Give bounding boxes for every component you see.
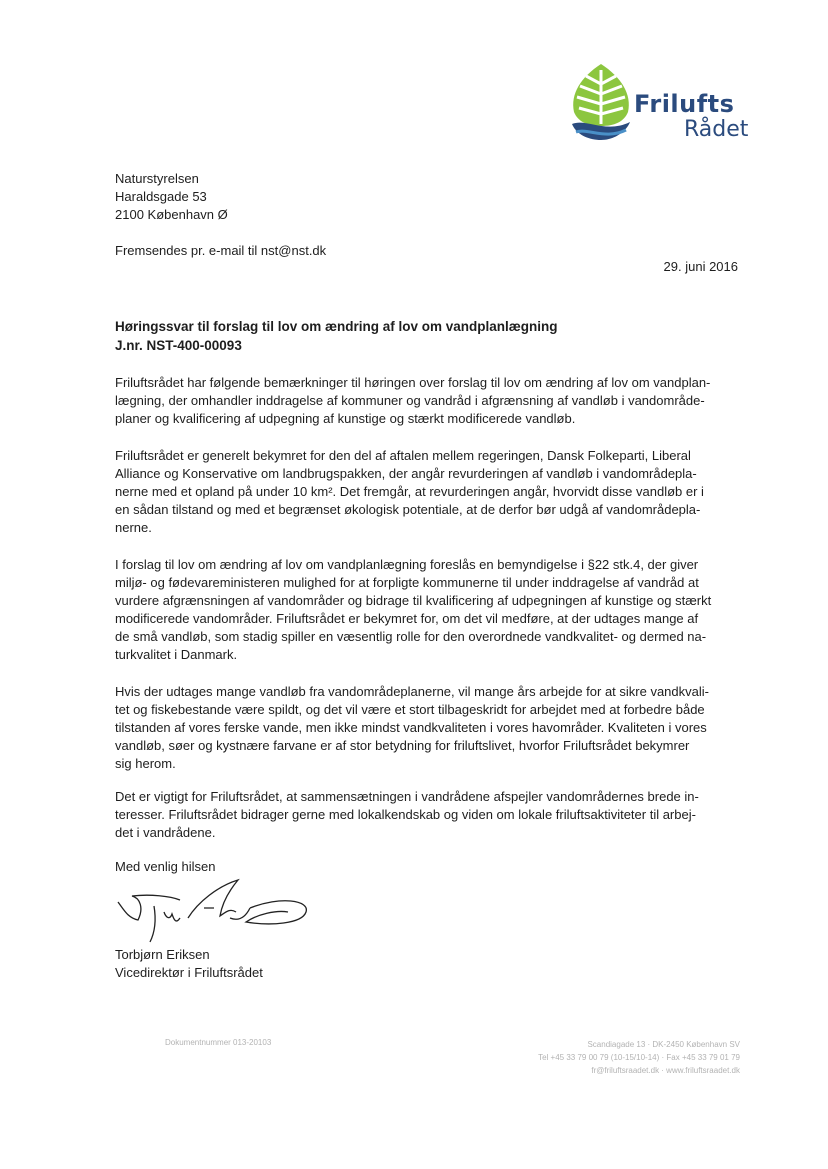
paragraph-line: sig herom. (115, 756, 176, 771)
paragraph-line: teresser. Friluftsrådet bidrager gerne med lokalkendskab og viden om lokale friluftsaktiviteter til arbej- (115, 807, 696, 822)
paragraph-line: modificerede vandområder. Friluftsrådet er bekymret for, om det vil medføre, at der udtages mange af (115, 611, 699, 626)
paragraph-line: turkvalitet i Danmark. (115, 647, 238, 662)
document-number: Dokumentnummer 013-20103 (165, 1038, 272, 1047)
paragraph-5 (115, 788, 699, 842)
closing-greeting: Med venlig hilsen (115, 859, 216, 874)
recipient-address (115, 170, 228, 224)
paragraph-line: Det er vigtigt for Friluftsrådet, at sammensætningen i vandrådene afspejler vandområdernes brede in- (115, 789, 699, 804)
paragraph-line: vurdere afgrænsningen af vandområder og bidrage til kvalificering af udpegningen af kunstige og stærkt (115, 593, 712, 608)
recipient-city: 2100 København Ø (115, 207, 228, 222)
recipient-name: Naturstyrelsen (115, 171, 199, 186)
paragraph-line: I forslag til lov om ændring af lov om vandplanlægning foreslås en bemyndigelse i §22 stk.4, der giver (115, 557, 699, 572)
paragraph-2 (115, 447, 704, 537)
paragraph-line: de små vandløb, som stadig spiller en væsentlig rolle for den overordnede vandkvalitet- og dermed na- (115, 629, 707, 644)
paragraph-line: en sådan tilstand og med et begrænset økologisk potentiale, at de derfor bør udgå af vandområdepla- (115, 502, 701, 517)
paragraph-line: Friluftsrådet har følgende bemærkninger til høringen over forslag til lov om ændring af lov om vandplan- (115, 375, 711, 390)
paragraph-line: det i vandrådene. (115, 825, 216, 840)
letter-date: 29. juni 2016 (663, 259, 738, 274)
heading-reference: J.nr. NST-400-00093 (115, 338, 242, 353)
paragraph-line: Alliance og Konservative om landbrugspakken, der angår revurderingen af vandløb i vandområdepla- (115, 466, 697, 481)
recipient-street: Haraldsgade 53 (115, 189, 207, 204)
paragraph-line: nerne. (115, 520, 152, 535)
friluftsraadet-logo (566, 62, 766, 152)
paragraph-line: tilstanden af vores ferske vande, men ikke mindst vandkvaliteten i vores havområder. Kvaliteten i vores (115, 720, 707, 735)
signer-title: Vicedirektør i Friluftsrådet (115, 965, 263, 980)
paragraph-line: vandløb, søer og kystnære farvane er af stor betydning for friluftslivet, hvorfor Friluftsrådet bekymrer (115, 738, 690, 753)
paragraph-line: miljø- og fødevareministeren mulighed for at forpligte kommunerne til under inddragelse af vandråd at (115, 575, 699, 590)
leaf-logo-icon (566, 62, 636, 152)
paragraph-line: Friluftsrådet er generelt bekymret for den del af aftalen mellem regeringen, Dansk Folkeparti, Liberal (115, 448, 691, 463)
paragraph-1 (115, 374, 710, 428)
paragraph-line: nerne med et opland på under 10 km². Det fremgår, at revurderingen angår, hvorvidt disse vandløb er i (115, 484, 704, 499)
logo-text-raadet: Rådet (684, 117, 749, 142)
paragraph-4 (115, 683, 709, 773)
send-note: Fremsendes pr. e-mail til nst@nst.dk (115, 243, 327, 258)
heading-title: Høringssvar til forslag til lov om ændring af lov om vandplanlægning (115, 319, 558, 334)
signer-name: Torbjørn Eriksen (115, 947, 210, 962)
handwritten-signature (110, 878, 320, 948)
footer-email-web: fr@friluftsraadet.dk · www.friluftsraadet.dk (591, 1066, 740, 1075)
paragraph-3 (115, 556, 711, 664)
letter-heading (115, 317, 558, 355)
paragraph-line: lægning, der omhandler inddragelse af kommuner og vandråd i afgrænsning af vandløb i vandområde- (115, 393, 705, 408)
logo-text-frilufts: Frilufts (634, 90, 735, 118)
footer-phone: Tel +45 33 79 00 79 (10-15/10-14) · Fax +45 33 79 01 79 (538, 1053, 740, 1062)
paragraph-line: tet og fiskebestande være spildt, og det vil være et stort tilbageskridt for arbejdet med at forbedre både (115, 702, 705, 717)
paragraph-line: Hvis der udtages mange vandløb fra vandområdeplanerne, vil mange års arbejde for at sikre vandkvali- (115, 684, 709, 699)
footer-address: Scandiagade 13 · DK-2450 København SV (587, 1040, 740, 1049)
signer-block (115, 946, 263, 982)
footer-contact (538, 1038, 740, 1077)
paragraph-line: planer og kvalificering af udpegning af kunstige og stærkt modificerede vandløb. (115, 411, 576, 426)
